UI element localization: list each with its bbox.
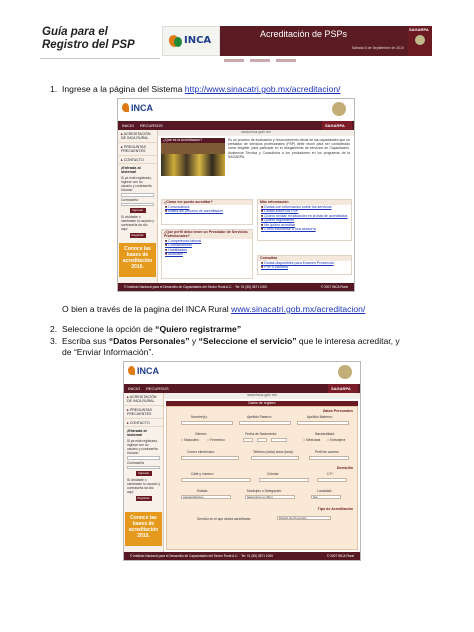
sidebar-item-preguntas[interactable]: ▸ PREGUNTAS FRECUENTES <box>118 143 157 156</box>
municipio-select[interactable]: Seleccione un Mun. <box>245 495 295 499</box>
radio-extranjera[interactable]: ○ Extranjera <box>327 438 345 442</box>
intro-text: Es un proceso de evaluación y reconocimiento oficial de las capacidades que un prestador de servicios profesionales (PSP) debe reunir para ser considerado como elegible, para participar en el otorgamiento de servicios de Capacitación, Asistencia Técnica y Consultoría a los productores en los programas de la SAGARPA. <box>228 138 350 159</box>
link-conocimientos[interactable]: ■ Conocimientos <box>162 243 252 247</box>
colonia-input[interactable] <box>259 478 309 482</box>
password-input[interactable] <box>127 466 160 470</box>
box-perfil: ¿Qué perfil debo tener un Prestador de Servicios Profesionales? ■ Competencia laboral ■ Conocimientos ■ Habilidades ■ Actitudes <box>161 229 253 279</box>
inca-link[interactable]: www.sinacatri.gob.mx/acreditacion/ <box>231 304 366 314</box>
login-text: Si ya está registrado, ingrese con su usuario y contraseña <box>127 439 158 452</box>
promo-banner[interactable]: Conoce las bases de acreditación 2010. <box>125 512 162 546</box>
link-competencia[interactable]: ■ Competencia laboral <box>162 239 252 243</box>
registration-form: Datos Personales Nombre(s): Apellido Paterno: Apellido Materno: Género: Fecha de Nacimiento: Nacionalidad: ○ Masculino ○ Femenino ○ Mexicana ○ Extranjera Correo electrónico: Teléfono (lada) clave (lada): Perfil de acceso: Domicilio Calle y número: Colonia: C.P.: Estado: Municipio o Delegación: Localidad: Aguascalientes Seleccione un Mun. Sel. Tipo de Acreditación Servicio en el que desea acreditarse: Diseño de Proyectos <box>166 406 358 550</box>
form-heading: Datos de registro <box>166 401 358 406</box>
link-acreditar[interactable]: ■ Me quiero acreditar <box>258 223 351 227</box>
screenshot-registration <box>123 361 361 561</box>
dia-select[interactable] <box>243 438 253 442</box>
calle-input[interactable] <box>181 478 251 482</box>
box-mas-informacion: Más información ■ Dudas con información sobre los servicios ■ Dudas sobre los PSP ■ Quiero revisar mi situación en la lista de acreditados ■ Quiero registrarme ■ Me quiero acreditar ■ Cómo inscribirse a una asesoría <box>257 199 352 241</box>
user-input[interactable] <box>121 193 154 197</box>
sistema-link[interactable]: http://www.sinacatri.gob.mx/acreditacion/ <box>184 84 341 94</box>
forgot-text: Si olvidaste o cambiaste tu usuario y contraseña da clic aquí <box>121 215 154 232</box>
mes-select[interactable] <box>257 438 267 442</box>
anio-select[interactable] <box>271 438 287 442</box>
site-url: www.inca.gob.mx <box>247 393 277 397</box>
screenshot-landing <box>117 98 355 292</box>
sidebar: ▸ ACREDITACIÓN DE INCA RURAL ▸ PREGUNTAS FRECUENTES ▸ CONTACTO ¡Entrada al sistema! Si ya está registrado, ingrese con su usuario y contraseña Usuario Contraseña Ingresar Si olvidaste o cambiaste tu usuario y contraseña da clic aquí Registrar Conoce las bases de acreditación 2010. <box>118 130 158 283</box>
banner-nav <box>224 49 324 55</box>
sidebar-item-acreditacion[interactable]: ▸ ACREDITACIÓN DE INCA RURAL <box>124 393 163 406</box>
step-3-cont: de “Enviar Información”. <box>62 347 154 357</box>
link-examen[interactable]: ■ Dudas disponibles para Examen Presencial <box>258 261 351 265</box>
section-acreditacion: Tipo de Acreditación <box>317 507 353 511</box>
sagarpa-label: SAGARPA <box>328 384 358 393</box>
nombre-input[interactable] <box>181 421 233 425</box>
mexico-seal-icon <box>415 35 425 45</box>
password-input[interactable] <box>121 203 154 207</box>
sidebar-item-contacto[interactable]: ▸ CONTACTO <box>118 156 157 164</box>
header-banner <box>162 26 432 56</box>
login-button[interactable]: Ingresar <box>136 471 152 476</box>
cp-input[interactable] <box>317 478 347 482</box>
box-como-acreditar: ¿Cómo me puedo acreditar? ■ Convocatoria ■ Bases del proceso de acreditación <box>161 199 253 225</box>
sagarpa-block: SAGARPA <box>408 26 432 56</box>
footer: © Instituto Nacional para el Desarrollo de Capacidades del Sector Rural A.C. · Tel: 01 (55) 3871 1000 © 2007 INCA Rural <box>124 552 360 560</box>
servicio-select[interactable]: Diseño de Proyectos <box>277 516 331 520</box>
sidebar-item-preguntas[interactable]: ▸ PREGUNTAS FRECUENTES <box>124 406 163 419</box>
nav-inicio[interactable]: INICIO <box>128 386 141 391</box>
inca-logo: INCA <box>122 103 153 113</box>
hero-photo <box>161 138 225 176</box>
link-info-psp[interactable]: ■ Dudas sobre los PSP <box>258 209 351 213</box>
login-heading: ¡Entrada al sistema! <box>121 166 141 175</box>
sagarpa-label: SAGARPA <box>322 121 352 130</box>
alt-route: O bien a través de la pagina del INCA Rural www.sinacatri.gob.mx/acreditacion/ <box>62 304 366 314</box>
section-personal: Datos Personales <box>322 409 353 413</box>
footer: © Instituto Nacional para el Desarrollo de Capacidades del Sector Rural A.C. · Tel: 01 (55) 3871 1000 © 2007 INCA Rural <box>118 283 354 291</box>
user-input[interactable] <box>127 456 160 460</box>
nav-recursos[interactable]: RECURSOS <box>140 123 163 128</box>
nav-bar <box>118 121 354 130</box>
paterno-input[interactable] <box>239 421 291 425</box>
link-convocatoria[interactable]: ■ Convocatoria <box>162 205 252 209</box>
register-button[interactable]: Registrar <box>131 233 144 238</box>
link-quiero-registrarme[interactable]: ■ Quiero registrarme <box>258 218 351 222</box>
email-input[interactable] <box>181 456 239 460</box>
login-button[interactable]: Ingresar <box>130 208 146 213</box>
document-title-line-2: Registro del PSP <box>42 39 135 51</box>
sidebar-item-contacto[interactable]: ▸ CONTACTO <box>124 419 163 427</box>
banner-date: Sábado 6 de Septiembre de 2010 <box>351 46 404 50</box>
box-consultas: Consultas ■ Dudas disponibles para Examen Presencial ■ PSP's inscritos <box>257 255 352 275</box>
forgot-text: Si olvidaste o cambiaste tu usuario y contraseña da clic aquí <box>127 478 160 495</box>
link-habilidades[interactable]: ■ Habilidades <box>162 248 252 252</box>
banner-title-bar <box>220 26 408 56</box>
radio-mexicana[interactable]: ○ Mexicana <box>303 438 320 442</box>
radio-femenino[interactable]: ○ Femenino <box>207 438 225 442</box>
perfil-select[interactable] <box>309 456 349 460</box>
banner-title: Acreditación de PSPs <box>260 29 348 39</box>
inca-logo: INCA <box>128 366 159 376</box>
link-bases[interactable]: ■ Bases del proceso de acreditación <box>162 209 252 213</box>
sidebar-item-acreditacion[interactable]: ▸ ACREDITACIÓN DE INCA RURAL <box>118 130 157 143</box>
sidebar: ▸ ACREDITACIÓN DE INCA RURAL ▸ PREGUNTAS FRECUENTES ▸ CONTACTO ¡Entrada al sistema! Si ya está registrado, ingrese con su usuario y contraseña Usuario Contraseña Ingresar Si olvidaste o cambiaste tu usuario y contraseña da clic aquí Registrar Conoce las bases de acreditación 2010. <box>124 393 164 552</box>
document-title-line-1: Guía para el <box>42 26 108 38</box>
link-situacion[interactable]: ■ Quiero revisar mi situación en la lista de acreditados <box>258 214 351 218</box>
estado-select[interactable]: Aguascalientes <box>181 495 231 499</box>
link-actitudes[interactable]: ■ Actitudes <box>162 252 252 256</box>
site-url: www.inca.gob.mx <box>241 130 271 134</box>
section-domicilio: Domicilio <box>336 466 353 470</box>
nav-recursos[interactable]: RECURSOS <box>146 386 169 391</box>
telefono-input[interactable] <box>251 456 299 460</box>
localidad-select[interactable]: Sel. <box>311 495 341 499</box>
login-heading: ¡Entrada al sistema! <box>127 429 147 438</box>
promo-banner[interactable]: Conoce las bases de acreditación 2010. <box>119 243 156 277</box>
mexico-seal-icon <box>332 102 346 116</box>
title-underline <box>40 58 160 59</box>
link-info-servicios[interactable]: ■ Dudas con información sobre los servicios <box>258 205 351 209</box>
materno-input[interactable] <box>297 421 349 425</box>
hero-caption: ¿Qué es la Acreditación? <box>161 138 225 143</box>
radio-masculino[interactable]: ○ Masculino <box>181 438 199 442</box>
login-text: Si ya está registrado, ingrese con su usuario y contraseña <box>121 176 152 189</box>
step-1: 1. Ingrese a la página del Sistema http://www.sinacatri.gob.mx/acreditacion/ <box>50 84 341 94</box>
inca-logo: INCA <box>162 26 220 56</box>
document-title <box>42 26 135 52</box>
step-3: 3. Escriba sus “Datos Personales” y “Seleccione el servicio” que le interesa acreditar, y <box>50 336 400 346</box>
register-button[interactable]: Registrar <box>137 496 150 501</box>
link-asesoria[interactable]: ■ Cómo inscribirse a una asesoría <box>258 227 351 231</box>
nav-bar <box>124 384 360 393</box>
step-2: 2. Seleccione la opción de “Quiero registrarme” <box>50 324 242 334</box>
nav-inicio[interactable]: INICIO <box>122 123 135 128</box>
leaf-icon-green <box>174 37 182 47</box>
mexico-seal-icon <box>338 365 352 379</box>
link-inscritos[interactable]: ■ PSP's inscritos <box>258 265 351 269</box>
